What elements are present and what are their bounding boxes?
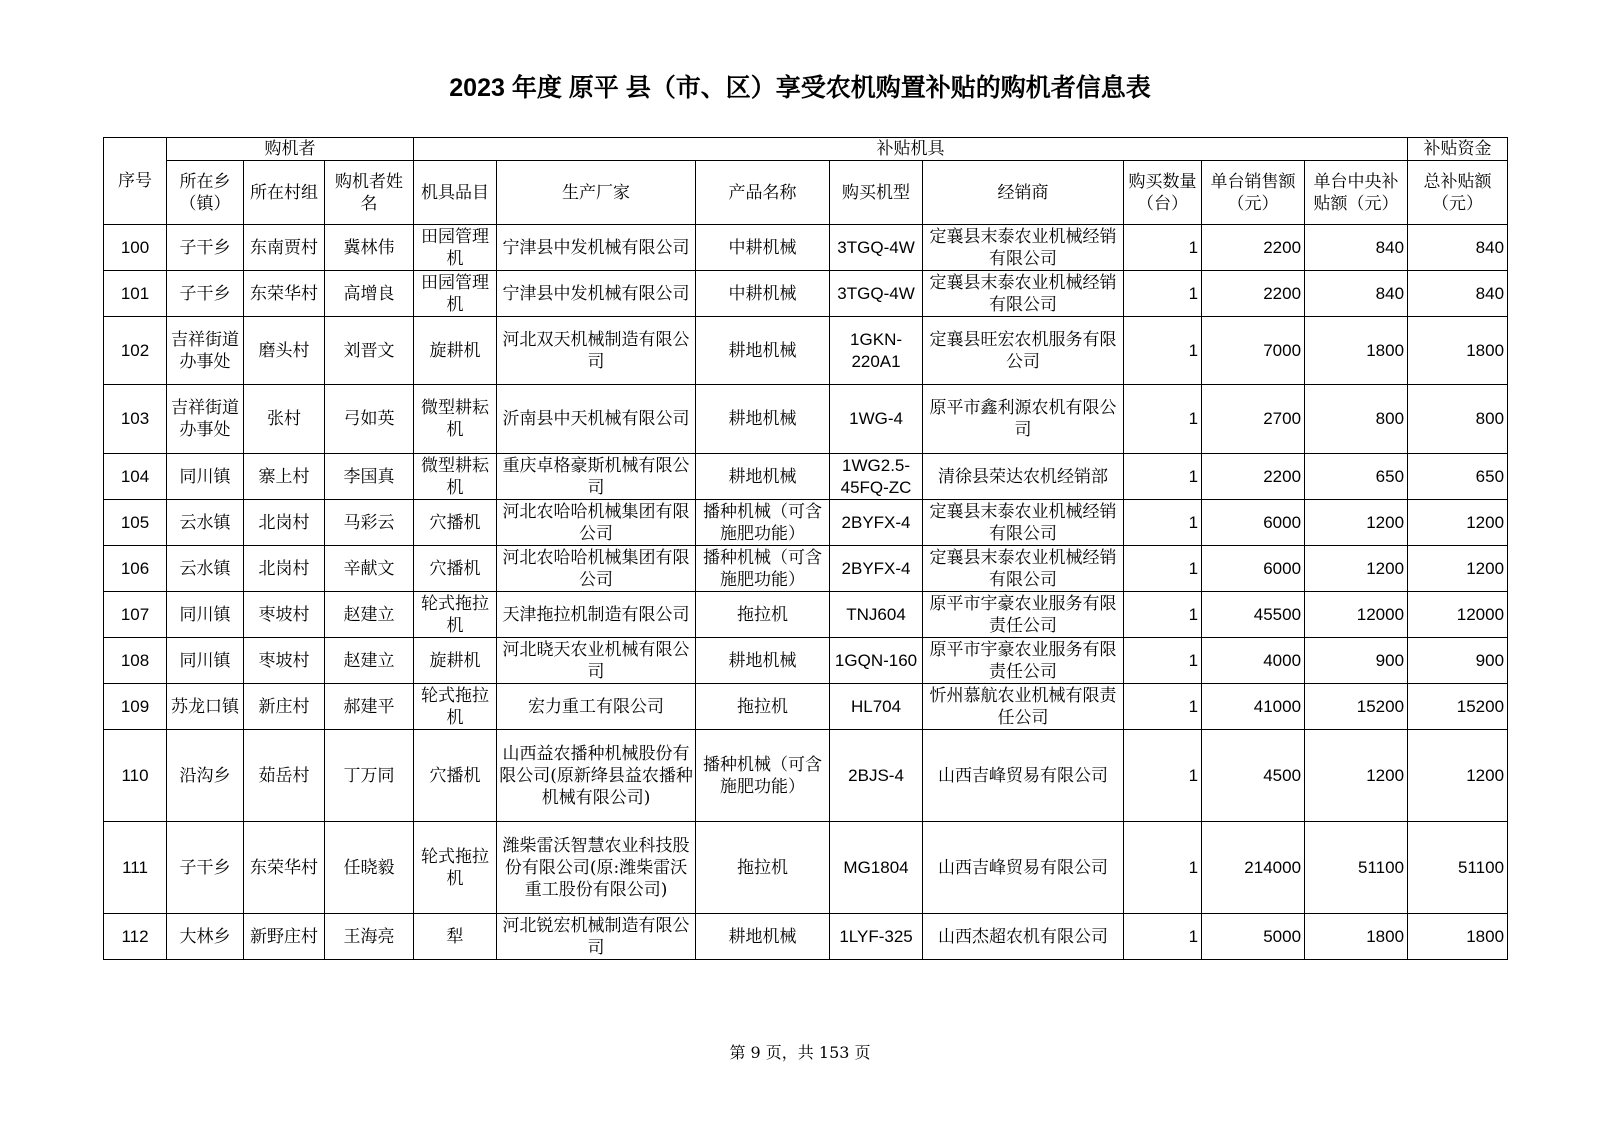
cell-central: 51100 [1305, 822, 1408, 914]
table-row [104, 454, 1508, 500]
cell-dealer: 原平市鑫利源农机有限公司 [923, 385, 1124, 454]
table-row [104, 638, 1508, 684]
cell-name: 李国真 [325, 454, 414, 500]
cell-town: 云水镇 [167, 500, 244, 546]
buyer-info-table [103, 137, 1508, 960]
page-title: 2023 年度 原平 县（市、区）享受农机购置补贴的购机者信息表 [449, 74, 1151, 102]
table-row [104, 592, 1508, 638]
cell-name: 冀林伟 [325, 225, 414, 271]
cell-village: 东南贾村 [244, 225, 325, 271]
cell-seq: 100 [104, 225, 167, 271]
cell-category: 穴播机 [414, 730, 497, 822]
cell-name: 弓如英 [325, 385, 414, 454]
cell-product: 播种机械（可含施肥功能） [696, 500, 830, 546]
cell-price: 41000 [1202, 684, 1305, 730]
cell-model: 2BYFX-4 [830, 546, 923, 592]
cell-maker: 山西益农播种机械股份有限公司(原新绛县益农播种机械有限公司) [497, 730, 696, 822]
cell-model: 1GKN-220A1 [830, 317, 923, 385]
cell-seq: 104 [104, 454, 167, 500]
cell-price: 214000 [1202, 822, 1305, 914]
cell-village: 北岗村 [244, 500, 325, 546]
cell-price: 2700 [1202, 385, 1305, 454]
cell-total: 840 [1408, 225, 1508, 271]
cell-central: 800 [1305, 385, 1408, 454]
cell-town: 吉祥街道办事处 [167, 317, 244, 385]
cell-product: 播种机械（可含施肥功能） [696, 546, 830, 592]
cell-category: 旋耕机 [414, 317, 497, 385]
cell-dealer: 定襄县末泰农业机械经销有限公司 [923, 225, 1124, 271]
cell-qty: 1 [1124, 271, 1202, 317]
cell-price: 2200 [1202, 271, 1305, 317]
group-funds: 补贴资金 [1408, 138, 1508, 161]
header-town: 所在乡（镇） [167, 161, 244, 225]
table-row [104, 914, 1508, 960]
header-seq: 序号 [104, 138, 167, 225]
header-maker: 生产厂家 [497, 161, 696, 225]
cell-product: 拖拉机 [696, 684, 830, 730]
cell-village: 东荣华村 [244, 822, 325, 914]
cell-central: 12000 [1305, 592, 1408, 638]
cell-town: 苏龙口镇 [167, 684, 244, 730]
cell-central: 840 [1305, 225, 1408, 271]
cell-maker: 宏力重工有限公司 [497, 684, 696, 730]
cell-model: 3TGQ-4W [830, 271, 923, 317]
cell-seq: 102 [104, 317, 167, 385]
cell-total: 51100 [1408, 822, 1508, 914]
table-row [104, 730, 1508, 822]
group-buyer: 购机者 [167, 138, 414, 161]
cell-town: 云水镇 [167, 546, 244, 592]
cell-village: 寨上村 [244, 454, 325, 500]
cell-dealer: 原平市宇豪农业服务有限责任公司 [923, 638, 1124, 684]
cell-maker: 河北锐宏机械制造有限公司 [497, 914, 696, 960]
cell-price: 6000 [1202, 500, 1305, 546]
cell-village: 东荣华村 [244, 271, 325, 317]
cell-village: 茹岳村 [244, 730, 325, 822]
cell-total: 650 [1408, 454, 1508, 500]
cell-seq: 101 [104, 271, 167, 317]
cell-maker: 河北农哈哈机械集团有限公司 [497, 500, 696, 546]
cell-qty: 1 [1124, 638, 1202, 684]
cell-total: 12000 [1408, 592, 1508, 638]
cell-dealer: 山西杰超农机有限公司 [923, 914, 1124, 960]
cell-central: 1200 [1305, 546, 1408, 592]
cell-maker: 河北晓天农业机械有限公司 [497, 638, 696, 684]
cell-qty: 1 [1124, 592, 1202, 638]
cell-price: 7000 [1202, 317, 1305, 385]
cell-category: 旋耕机 [414, 638, 497, 684]
cell-product: 耕地机械 [696, 385, 830, 454]
cell-village: 枣坡村 [244, 638, 325, 684]
cell-qty: 1 [1124, 225, 1202, 271]
table-row [104, 546, 1508, 592]
cell-name: 马彩云 [325, 500, 414, 546]
cell-central: 1800 [1305, 317, 1408, 385]
cell-seq: 108 [104, 638, 167, 684]
cell-price: 5000 [1202, 914, 1305, 960]
cell-maker: 重庆卓格豪斯机械有限公司 [497, 454, 696, 500]
cell-qty: 1 [1124, 914, 1202, 960]
header-price: 单台销售额（元） [1202, 161, 1305, 225]
cell-total: 1200 [1408, 730, 1508, 822]
cell-category: 犁 [414, 914, 497, 960]
cell-qty: 1 [1124, 730, 1202, 822]
cell-village: 新野庄村 [244, 914, 325, 960]
cell-maker: 天津拖拉机制造有限公司 [497, 592, 696, 638]
cell-name: 郝建平 [325, 684, 414, 730]
cell-maker: 潍柴雷沃智慧农业科技股份有限公司(原:潍柴雷沃重工股份有限公司) [497, 822, 696, 914]
cell-product: 中耕机械 [696, 225, 830, 271]
header-name: 购机者姓名 [325, 161, 414, 225]
cell-dealer: 原平市宇豪农业服务有限责任公司 [923, 592, 1124, 638]
cell-total: 900 [1408, 638, 1508, 684]
cell-central: 840 [1305, 271, 1408, 317]
cell-model: 1LYF-325 [830, 914, 923, 960]
cell-price: 4000 [1202, 638, 1305, 684]
table-row [104, 385, 1508, 454]
cell-central: 15200 [1305, 684, 1408, 730]
cell-dealer: 定襄县末泰农业机械经销有限公司 [923, 546, 1124, 592]
cell-model: 1GQN-160 [830, 638, 923, 684]
cell-qty: 1 [1124, 546, 1202, 592]
cell-maker: 河北农哈哈机械集团有限公司 [497, 546, 696, 592]
cell-product: 耕地机械 [696, 638, 830, 684]
cell-total: 840 [1408, 271, 1508, 317]
cell-dealer: 忻州慕航农业机械有限责任公司 [923, 684, 1124, 730]
cell-central: 900 [1305, 638, 1408, 684]
cell-category: 穴播机 [414, 546, 497, 592]
header-village: 所在村组 [244, 161, 325, 225]
cell-town: 同川镇 [167, 638, 244, 684]
header-qty: 购买数量（台） [1124, 161, 1202, 225]
cell-name: 高增良 [325, 271, 414, 317]
cell-category: 田园管理机 [414, 225, 497, 271]
table-row [104, 225, 1508, 271]
cell-product: 播种机械（可含施肥功能） [696, 730, 830, 822]
cell-category: 穴播机 [414, 500, 497, 546]
cell-central: 1200 [1305, 500, 1408, 546]
cell-category: 轮式拖拉机 [414, 822, 497, 914]
cell-qty: 1 [1124, 684, 1202, 730]
header-dealer: 经销商 [923, 161, 1124, 225]
cell-qty: 1 [1124, 500, 1202, 546]
cell-category: 田园管理机 [414, 271, 497, 317]
cell-seq: 111 [104, 822, 167, 914]
cell-name: 丁万同 [325, 730, 414, 822]
cell-model: 2BJS-4 [830, 730, 923, 822]
cell-village: 北岗村 [244, 546, 325, 592]
cell-seq: 109 [104, 684, 167, 730]
cell-town: 同川镇 [167, 454, 244, 500]
cell-name: 赵建立 [325, 638, 414, 684]
cell-total: 1200 [1408, 546, 1508, 592]
cell-name: 任晓毅 [325, 822, 414, 914]
cell-maker: 宁津县中发机械有限公司 [497, 271, 696, 317]
cell-seq: 105 [104, 500, 167, 546]
cell-seq: 112 [104, 914, 167, 960]
table-row [104, 822, 1508, 914]
cell-village: 张村 [244, 385, 325, 454]
cell-product: 拖拉机 [696, 822, 830, 914]
header-category: 机具品目 [414, 161, 497, 225]
cell-total: 800 [1408, 385, 1508, 454]
cell-central: 1800 [1305, 914, 1408, 960]
cell-category: 轮式拖拉机 [414, 684, 497, 730]
cell-dealer: 定襄县旺宏农机服务有限公司 [923, 317, 1124, 385]
cell-price: 2200 [1202, 454, 1305, 500]
cell-total: 15200 [1408, 684, 1508, 730]
cell-product: 耕地机械 [696, 914, 830, 960]
cell-price: 4500 [1202, 730, 1305, 822]
cell-dealer: 清徐县荣达农机经销部 [923, 454, 1124, 500]
cell-model: 3TGQ-4W [830, 225, 923, 271]
cell-seq: 106 [104, 546, 167, 592]
cell-village: 枣坡村 [244, 592, 325, 638]
cell-product: 耕地机械 [696, 317, 830, 385]
cell-town: 同川镇 [167, 592, 244, 638]
cell-town: 子干乡 [167, 271, 244, 317]
cell-village: 磨头村 [244, 317, 325, 385]
cell-town: 沿沟乡 [167, 730, 244, 822]
header-product: 产品名称 [696, 161, 830, 225]
cell-category: 微型耕耘机 [414, 385, 497, 454]
table-row [104, 500, 1508, 546]
cell-name: 辛献文 [325, 546, 414, 592]
cell-price: 45500 [1202, 592, 1305, 638]
cell-qty: 1 [1124, 454, 1202, 500]
cell-town: 大林乡 [167, 914, 244, 960]
cell-model: 1WG2.5-45FQ-ZC [830, 454, 923, 500]
cell-village: 新庄村 [244, 684, 325, 730]
cell-maker: 沂南县中天机械有限公司 [497, 385, 696, 454]
cell-model: 2BYFX-4 [830, 500, 923, 546]
table-row [104, 317, 1508, 385]
group-machine: 补贴机具 [414, 138, 1408, 161]
cell-central: 1200 [1305, 730, 1408, 822]
cell-town: 子干乡 [167, 225, 244, 271]
cell-name: 王海亮 [325, 914, 414, 960]
header-central: 单台中央补贴额（元） [1305, 161, 1408, 225]
cell-product: 中耕机械 [696, 271, 830, 317]
table-row [104, 271, 1508, 317]
cell-category: 微型耕耘机 [414, 454, 497, 500]
cell-total: 1200 [1408, 500, 1508, 546]
cell-seq: 107 [104, 592, 167, 638]
cell-dealer: 定襄县末泰农业机械经销有限公司 [923, 271, 1124, 317]
cell-seq: 103 [104, 385, 167, 454]
cell-model: MG1804 [830, 822, 923, 914]
header-total: 总补贴额（元） [1408, 161, 1508, 225]
cell-total: 1800 [1408, 317, 1508, 385]
cell-town: 吉祥街道办事处 [167, 385, 244, 454]
cell-name: 赵建立 [325, 592, 414, 638]
cell-name: 刘晋文 [325, 317, 414, 385]
cell-product: 耕地机械 [696, 454, 830, 500]
cell-model: TNJ604 [830, 592, 923, 638]
cell-category: 轮式拖拉机 [414, 592, 497, 638]
cell-maker: 宁津县中发机械有限公司 [497, 225, 696, 271]
cell-qty: 1 [1124, 317, 1202, 385]
cell-model: HL704 [830, 684, 923, 730]
cell-qty: 1 [1124, 385, 1202, 454]
cell-seq: 110 [104, 730, 167, 822]
cell-maker: 河北双天机械制造有限公司 [497, 317, 696, 385]
table-row [104, 684, 1508, 730]
cell-product: 拖拉机 [696, 592, 830, 638]
cell-dealer: 山西吉峰贸易有限公司 [923, 822, 1124, 914]
cell-model: 1WG-4 [830, 385, 923, 454]
cell-price: 6000 [1202, 546, 1305, 592]
cell-dealer: 山西吉峰贸易有限公司 [923, 730, 1124, 822]
cell-dealer: 定襄县末泰农业机械经销有限公司 [923, 500, 1124, 546]
cell-central: 650 [1305, 454, 1408, 500]
cell-total: 1800 [1408, 914, 1508, 960]
header-model: 购买机型 [830, 161, 923, 225]
cell-town: 子干乡 [167, 822, 244, 914]
cell-price: 2200 [1202, 225, 1305, 271]
cell-qty: 1 [1124, 822, 1202, 914]
page-footer: 第 9 页，共 153 页 [729, 1043, 871, 1062]
